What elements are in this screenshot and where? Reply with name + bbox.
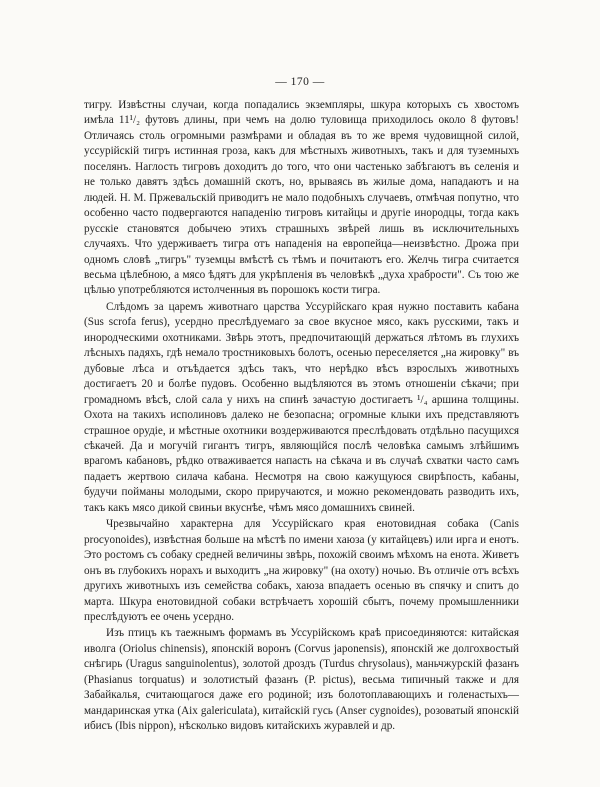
paragraph-tiger: тигру. Извѣстны случаи, когда попадались экземпляры, шкура которыхъ съ хвостомъ имѣла 11¹/₂ футовъ длины, при чемъ на долю туловища приходилось около 8 футовъ! Отличаясь столь огромными размѣрами и обладая въ то же время чудовищной силой, уссурійскій тигръ истинная гроза, какъ для мѣстныхъ животныхъ, такъ и для туземныхъ поселянъ. Наглость тигровъ доходитъ до того, что они частенько забѣгаютъ въ селенія и не только давятъ здѣсь домашній скотъ, но, врываясь въ жилые дома, нападаютъ и на людей. Н. М. Пржевальскій приводитъ не мало подобныхъ случаевъ, отмѣчая попутно, что особенно часто подвергаются нападенію тигровъ китайцы и другіе инородцы, тогда какъ русскіе становятся добычею этихъ страшныхъ звѣрей лишь въ исключительныхъ случаяхъ. Что удерживаетъ тигра отъ нападенія на европейца—неизвѣстно. Дрожа при одномъ словѣ „тигръ" туземцы вмѣстѣ съ тѣмъ и почитаютъ его. Желчь тигра считается весьма цѣлебною, а мясо ѣдятъ для укрѣпленія въ человѣкѣ „духа храбрости". Съ тою же цѣлью употребляются истолченныя въ порошокъ кости тигра. [84,99,519,297]
paragraph-boar: Слѣдомъ за царемъ животнаго царства Уссурійскаго края нужно поставить кабана (Sus scrofa ferus), усердно преслѣдуемаго за свое вкусное мясо, какъ русскими, такъ и инородческими охотниками. Звѣрь этотъ, предпочитающій держаться лѣтомъ въ глухихъ лѣсныхъ падяхъ, гдѣ немало тростниковыхъ болотъ, осенью переселяется „на жировку" въ дубовые лѣса и отъѣдается здѣсь такъ, что нерѣдко вѣсъ взрослыхъ животныхъ достигаетъ 20 и болѣе пудовъ. Особенно выдѣляются въ этомъ отношеніи сѣкачи; при громадномъ вѣсѣ, слой сала у нихъ на спинѣ зачастую достигаетъ ¹/₄ аршина толщины. Охота на такихъ исполиновъ далеко не безопасна; огромные клыки ихъ представляютъ страшное орудіе, и мѣстные охотники воздерживаются преслѣдовать отдѣльно пасущихся сѣкачей. Да и могучій гигантъ тигръ, являющійся послѣ человѣка самымъ злѣйшимъ врагомъ кабановъ, рѣдко отваживается напасть на сѣкача и въ случаѣ схватки часто самъ падаетъ жертвою силача кабана. Несмотря на свою кажущуюся свирѣпость, кабаны, будучи пойманы молодыми, скоро приручаются, и можно рекомендовать разводить ихъ, такъ какъ мясо дикой свиньи вкуснѣе, чѣмъ мясо домашнихъ свиней. [84,300,519,514]
paragraph-raccoon-dog: Чрезвычайно характерна для Уссурійскаго края енотовидная собака (Canis procyonoides), извѣстная больше на мѣстѣ по имени хаюза (у китайцевъ) или ирга и енотъ. Это ростомъ съ собаку средней величины звѣрь, похожій своимъ мѣхомъ на енота. Живетъ онъ въ глубокихъ норахъ и выходитъ „на жировку" (на охоту) ночью. Въ отличіе отъ всѣхъ другихъ животныхъ изъ семейства собакъ, хаюза впадаетъ осенью въ спячку и спитъ до марта. Шкура енотовидной собаки встрѣчаетъ хорошій сбытъ, почему промышленники преслѣдуютъ ее очень усердно. [84,518,519,623]
body-text [84,98,519,735]
page-number: — 170 — [275,76,325,88]
paragraph-birds: Изъ птицъ къ таежнымъ формамъ въ Уссурійскомъ краѣ присоединяются: китайская иволга (Oriolus chinensis), японскій воронъ (Corvus japonensis), японскій же долгохвостый снѣгирь (Uragus sanguinolentus), золотой дроздъ (Turdus chrysolaus), маньчжурскій фазанъ (Phasianus torquatus) и золотистый фазанъ (P. pictus), весьма типичный также и для Забайкалья, считающагося даже его родиной; изъ болотоплавающихъ и голенастыхъ—мандаринская утка (Aix galericulata), китайскій гусь (Anser cygnoides), розоватый японскій ибисъ (Ibis nippon), нѣсколько видовъ китайскихъ журавлей и др. [84,627,519,733]
